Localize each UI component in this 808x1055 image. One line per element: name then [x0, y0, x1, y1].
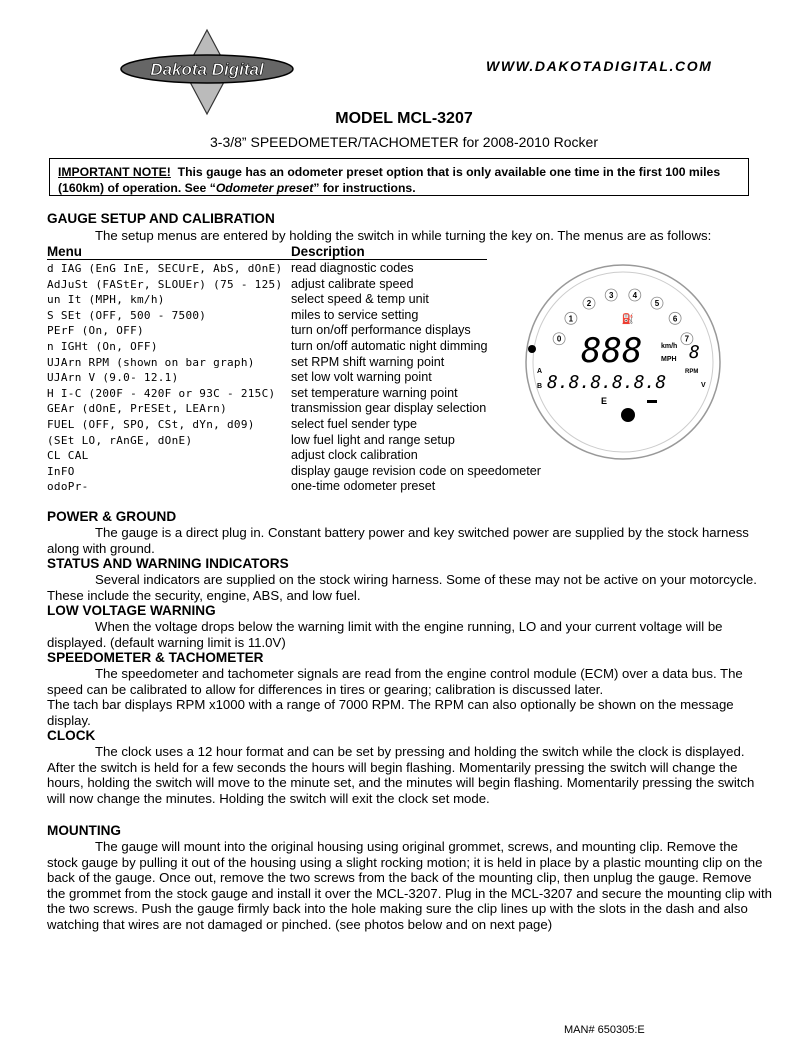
setup-intro: The setup menus are entered by holding the switch in while turning the key on. The menus are as follows: — [95, 228, 712, 243]
clock-paragraph: The clock uses a 12 hour format and can be set by pressing and holding the switch while the clock is displayed. After the switch is held for a few seconds the hours will begin flashing. Momentarily pressing the switch will change the hours, holding the switch will move to the minute set, and the minutes will begin flashing. Momentarily pressing the switch will now change the minutes. Holding the switch will exit the clock set mode. — [47, 744, 755, 806]
unit-mph: MPH — [661, 356, 677, 363]
mounting-paragraph: The gauge will mount into the original housing using original grommet, screws, and mounting clip. Remove the stock gauge by pulling it out of the housing using a slight rocking motion; it is held in place by a plastic mounting clip on the back of the gauge. Once out, remove the two screws from the back of the mounting clip, then unplug the gauge. Remove the grommet from the stock gauge and install it over the MCL-3207. Plug in the MCL-3207 and secure the mounting clip with the two screws. Push the gauge firmly back into the hole making sure the clip lines up with the slots in the dash and also watching that wires are not damaged or pinched. (see photos below and on next page) — [47, 839, 772, 932]
menu-code: CL CAL — [47, 449, 89, 463]
menu-description: display gauge revision code on speedometer — [291, 463, 541, 478]
menu-description: select fuel sender type — [291, 417, 418, 431]
note-italic: Odometer preset — [215, 181, 314, 195]
speedo-paragraph-1: The speedometer and tachometer signals are read from the engine control module (ECM) over a data bus. The speed can be calibrated to allow for differences in tires or gearing; calibration is discussed later. — [47, 666, 743, 697]
unit-kmh: km/h — [661, 343, 678, 350]
tach-digit: 6 — [672, 314, 678, 324]
gauge-switch — [621, 408, 635, 422]
menu-description: transmission gear display selection — [291, 401, 487, 416]
menu-description: turn on/off performance displays — [291, 323, 471, 338]
power-paragraph: The gauge is a direct plug in. Constant battery power and key switched power are supplied by the stock harness along with ground. — [47, 525, 749, 556]
message-display: 8.8.8.8.8.8 — [547, 372, 667, 393]
menu-code: d IAG (EnG InE, SECUrE, AbS, dOnE) — [47, 262, 283, 275]
label-e: E — [601, 396, 608, 406]
menu-code: FUEL (OFF, SPO, CSt, dYn, d09) — [47, 418, 255, 431]
menu-description: set RPM shift warning point — [291, 354, 445, 369]
menu-description: low fuel light and range setup — [291, 432, 455, 447]
important-note — [49, 158, 749, 196]
menu-description: select speed & temp unit — [291, 292, 429, 307]
low-voltage-paragraph: When the voltage drops below the warning limit with the engine running, LO and your current voltage will be displayed. (default warning limit is 11.0V) — [47, 619, 723, 650]
menu-code: UJArn V (9.0- 12.1) — [47, 371, 179, 385]
clock-heading: CLOCK — [47, 728, 96, 743]
tach-digit: 3 — [608, 291, 614, 301]
note-label: IMPORTANT NOTE! — [58, 165, 171, 179]
tach-digit: 0 — [556, 334, 562, 344]
status-heading: STATUS AND WARNING INDICATORS — [47, 556, 289, 571]
note-text-end: ” for instructions. — [313, 181, 416, 195]
tach-digit: 4 — [632, 291, 638, 301]
dakota-digital-logo — [112, 28, 302, 116]
page-subtitle: 3-3/8” SPEEDOMETER/TACHOMETER for 2008-2010 Rocker — [210, 134, 598, 150]
page-title: MODEL MCL-3207 — [335, 110, 473, 127]
mounting-heading: MOUNTING — [47, 823, 122, 838]
menu-code: n IGHt (On, OFF) — [47, 340, 158, 353]
menu-code: PErF (On, OFF) — [47, 324, 144, 338]
menu-code: un It (MPH, km/h) — [47, 293, 165, 307]
menu-column-header: Menu — [47, 244, 82, 259]
gauge-illustration — [523, 262, 723, 462]
menu-code: (SEt LO, rAnGE, dOnE) — [47, 433, 193, 447]
menu-description: set low volt warning point — [291, 370, 432, 385]
menu-description: adjust clock calibration — [291, 448, 418, 463]
label-a: A — [537, 368, 543, 375]
speedo-paragraph-2: The tach bar displays RPM x1000 with a range of 7000 RPM. The RPM can also optionally be shown on the message display. — [47, 697, 734, 728]
menu-code: H I-C (200F - 420F or 93C - 215C) — [47, 386, 276, 400]
tach-digit: 7 — [684, 334, 690, 344]
menu-code: UJArn RPM (shown on bar graph) — [47, 355, 255, 369]
label-v: V — [701, 382, 706, 389]
fuel-icon: ⛽ — [621, 314, 635, 325]
tach-digit: 1 — [568, 314, 574, 324]
speedo-heading: SPEEDOMETER & TACHOMETER — [47, 650, 264, 665]
tach-digit: 5 — [654, 299, 660, 309]
svg-text:Dakota Digital: Dakota Digital — [150, 60, 264, 79]
website-url[interactable]: WWW.DAKOTADIGITAL.COM — [486, 58, 713, 74]
tach-digit: 2 — [586, 299, 592, 309]
menu-table-header — [47, 244, 487, 260]
menu-description: set temperature warning point — [291, 385, 458, 400]
menu-code: odoPr- — [47, 480, 89, 494]
note-text: This gauge has an odometer preset option that is only available one time in the first 100 miles (160km) of operation. See “ — [58, 165, 721, 195]
status-paragraph: Several indicators are supplied on the stock wiring harness. Some of these may not be active on your motorcycle. These include the security, engine, ABS, and low fuel. — [47, 572, 757, 603]
label-b: B — [537, 383, 543, 390]
menu-description: one-time odometer preset — [291, 479, 436, 494]
menu-description: turn on/off automatic night dimming — [291, 339, 488, 353]
setup-heading: GAUGE SETUP AND CALIBRATION — [47, 211, 275, 226]
menu-code: InFO — [47, 464, 75, 478]
menu-code: GEAr (dOnE, PrESEt, LEArn) — [47, 402, 227, 416]
gear-readout: 8 — [689, 342, 700, 363]
description-column-header: Description — [291, 244, 365, 259]
manual-number: MAN# 650305:E — [564, 1024, 645, 1036]
menu-code: AdJuSt (FAStEr, SLOUEr) (75 - 125) — [47, 277, 283, 291]
rpm-label: RPM — [685, 369, 699, 375]
speed-readout: 888 — [581, 331, 643, 371]
left-indicator-dot — [528, 345, 536, 353]
menu-description: adjust calibrate speed — [291, 276, 414, 291]
low-voltage-heading: LOW VOLTAGE WARNING — [47, 603, 216, 618]
menu-description: miles to service setting — [291, 307, 419, 322]
menu-description: read diagnostic codes — [291, 261, 414, 275]
menu-code: S SEt (OFF, 500 - 7500) — [47, 308, 207, 322]
key-icon — [647, 400, 657, 403]
power-heading: POWER & GROUND — [47, 509, 177, 524]
